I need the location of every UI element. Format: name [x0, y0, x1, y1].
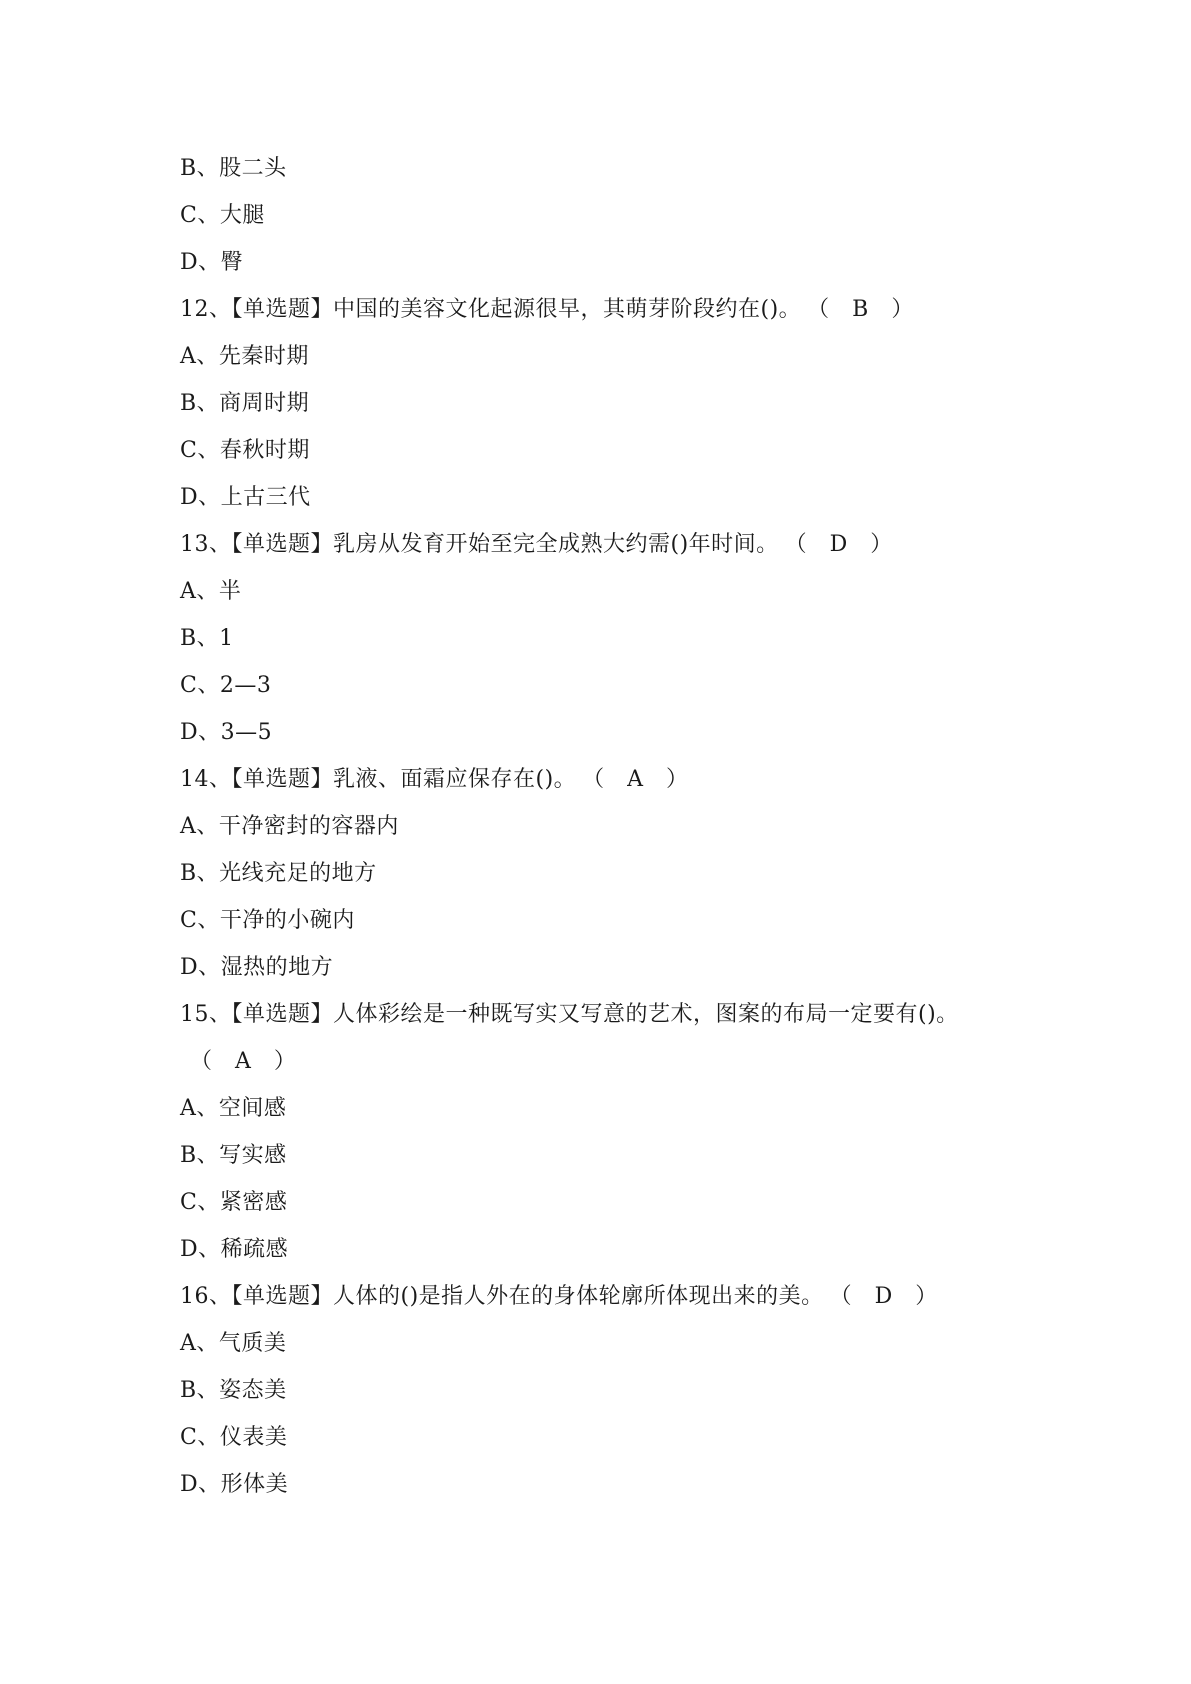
question-text: 16、【单选题】人体的()是指人外在的身体轮廓所体现出来的美。 — [180, 1284, 824, 1309]
question-list — [180, 145, 1040, 1508]
answer-key: （ D ） — [784, 532, 893, 557]
option-item: C、2—3 — [180, 673, 272, 698]
answer-key: （ A ） — [190, 1049, 297, 1074]
option-item: C、干净的小碗内 — [180, 908, 355, 933]
option-item: D、上古三代 — [180, 485, 311, 510]
option-item: D、形体美 — [180, 1472, 289, 1497]
option-item: C、春秋时期 — [180, 438, 310, 463]
option-item: B、商周时期 — [180, 391, 310, 416]
option-item: C、紧密感 — [180, 1190, 288, 1215]
option-item: A、气质美 — [180, 1331, 287, 1356]
question-stem — [180, 521, 1040, 568]
option-item: D、湿热的地方 — [180, 955, 334, 980]
option-item: A、先秦时期 — [180, 344, 309, 369]
option-item: A、半 — [180, 579, 242, 604]
option-item: B、姿态美 — [180, 1378, 287, 1403]
option-item: D、稀疏感 — [180, 1237, 289, 1262]
option-item: B、光线充足的地方 — [180, 861, 377, 886]
answer-key: （ D ） — [829, 1284, 938, 1309]
option-item: A、空间感 — [180, 1096, 287, 1121]
question-text: 12、【单选题】中国的美容文化起源很早，其萌芽阶段约在()。 — [180, 297, 802, 322]
option-item: B、写实感 — [180, 1143, 287, 1168]
question-stem — [180, 286, 1040, 333]
question-stem — [180, 756, 1040, 803]
question-text: 13、【单选题】乳房从发育开始至完全成熟大约需()年时间。 — [180, 532, 779, 557]
option-item: A、干净密封的容器内 — [180, 814, 399, 839]
option-item: C、大腿 — [180, 203, 265, 228]
option-item: D、3—5 — [180, 720, 273, 745]
question-stem: 15、【单选题】人体彩绘是一种既写实又写意的艺术，图案的布局一定要有()。 — [180, 1002, 959, 1027]
option-item: C、仪表美 — [180, 1425, 288, 1450]
question-text: 14、【单选题】乳液、面霜应保存在()。 — [180, 767, 577, 792]
answer-key: （ B ） — [807, 297, 914, 322]
option-item: D、臀 — [180, 250, 244, 275]
answer-key: （ A ） — [582, 767, 689, 792]
option-item: B、1 — [180, 626, 234, 651]
option-item: B、股二头 — [180, 156, 287, 181]
question-stem — [180, 1273, 1040, 1320]
